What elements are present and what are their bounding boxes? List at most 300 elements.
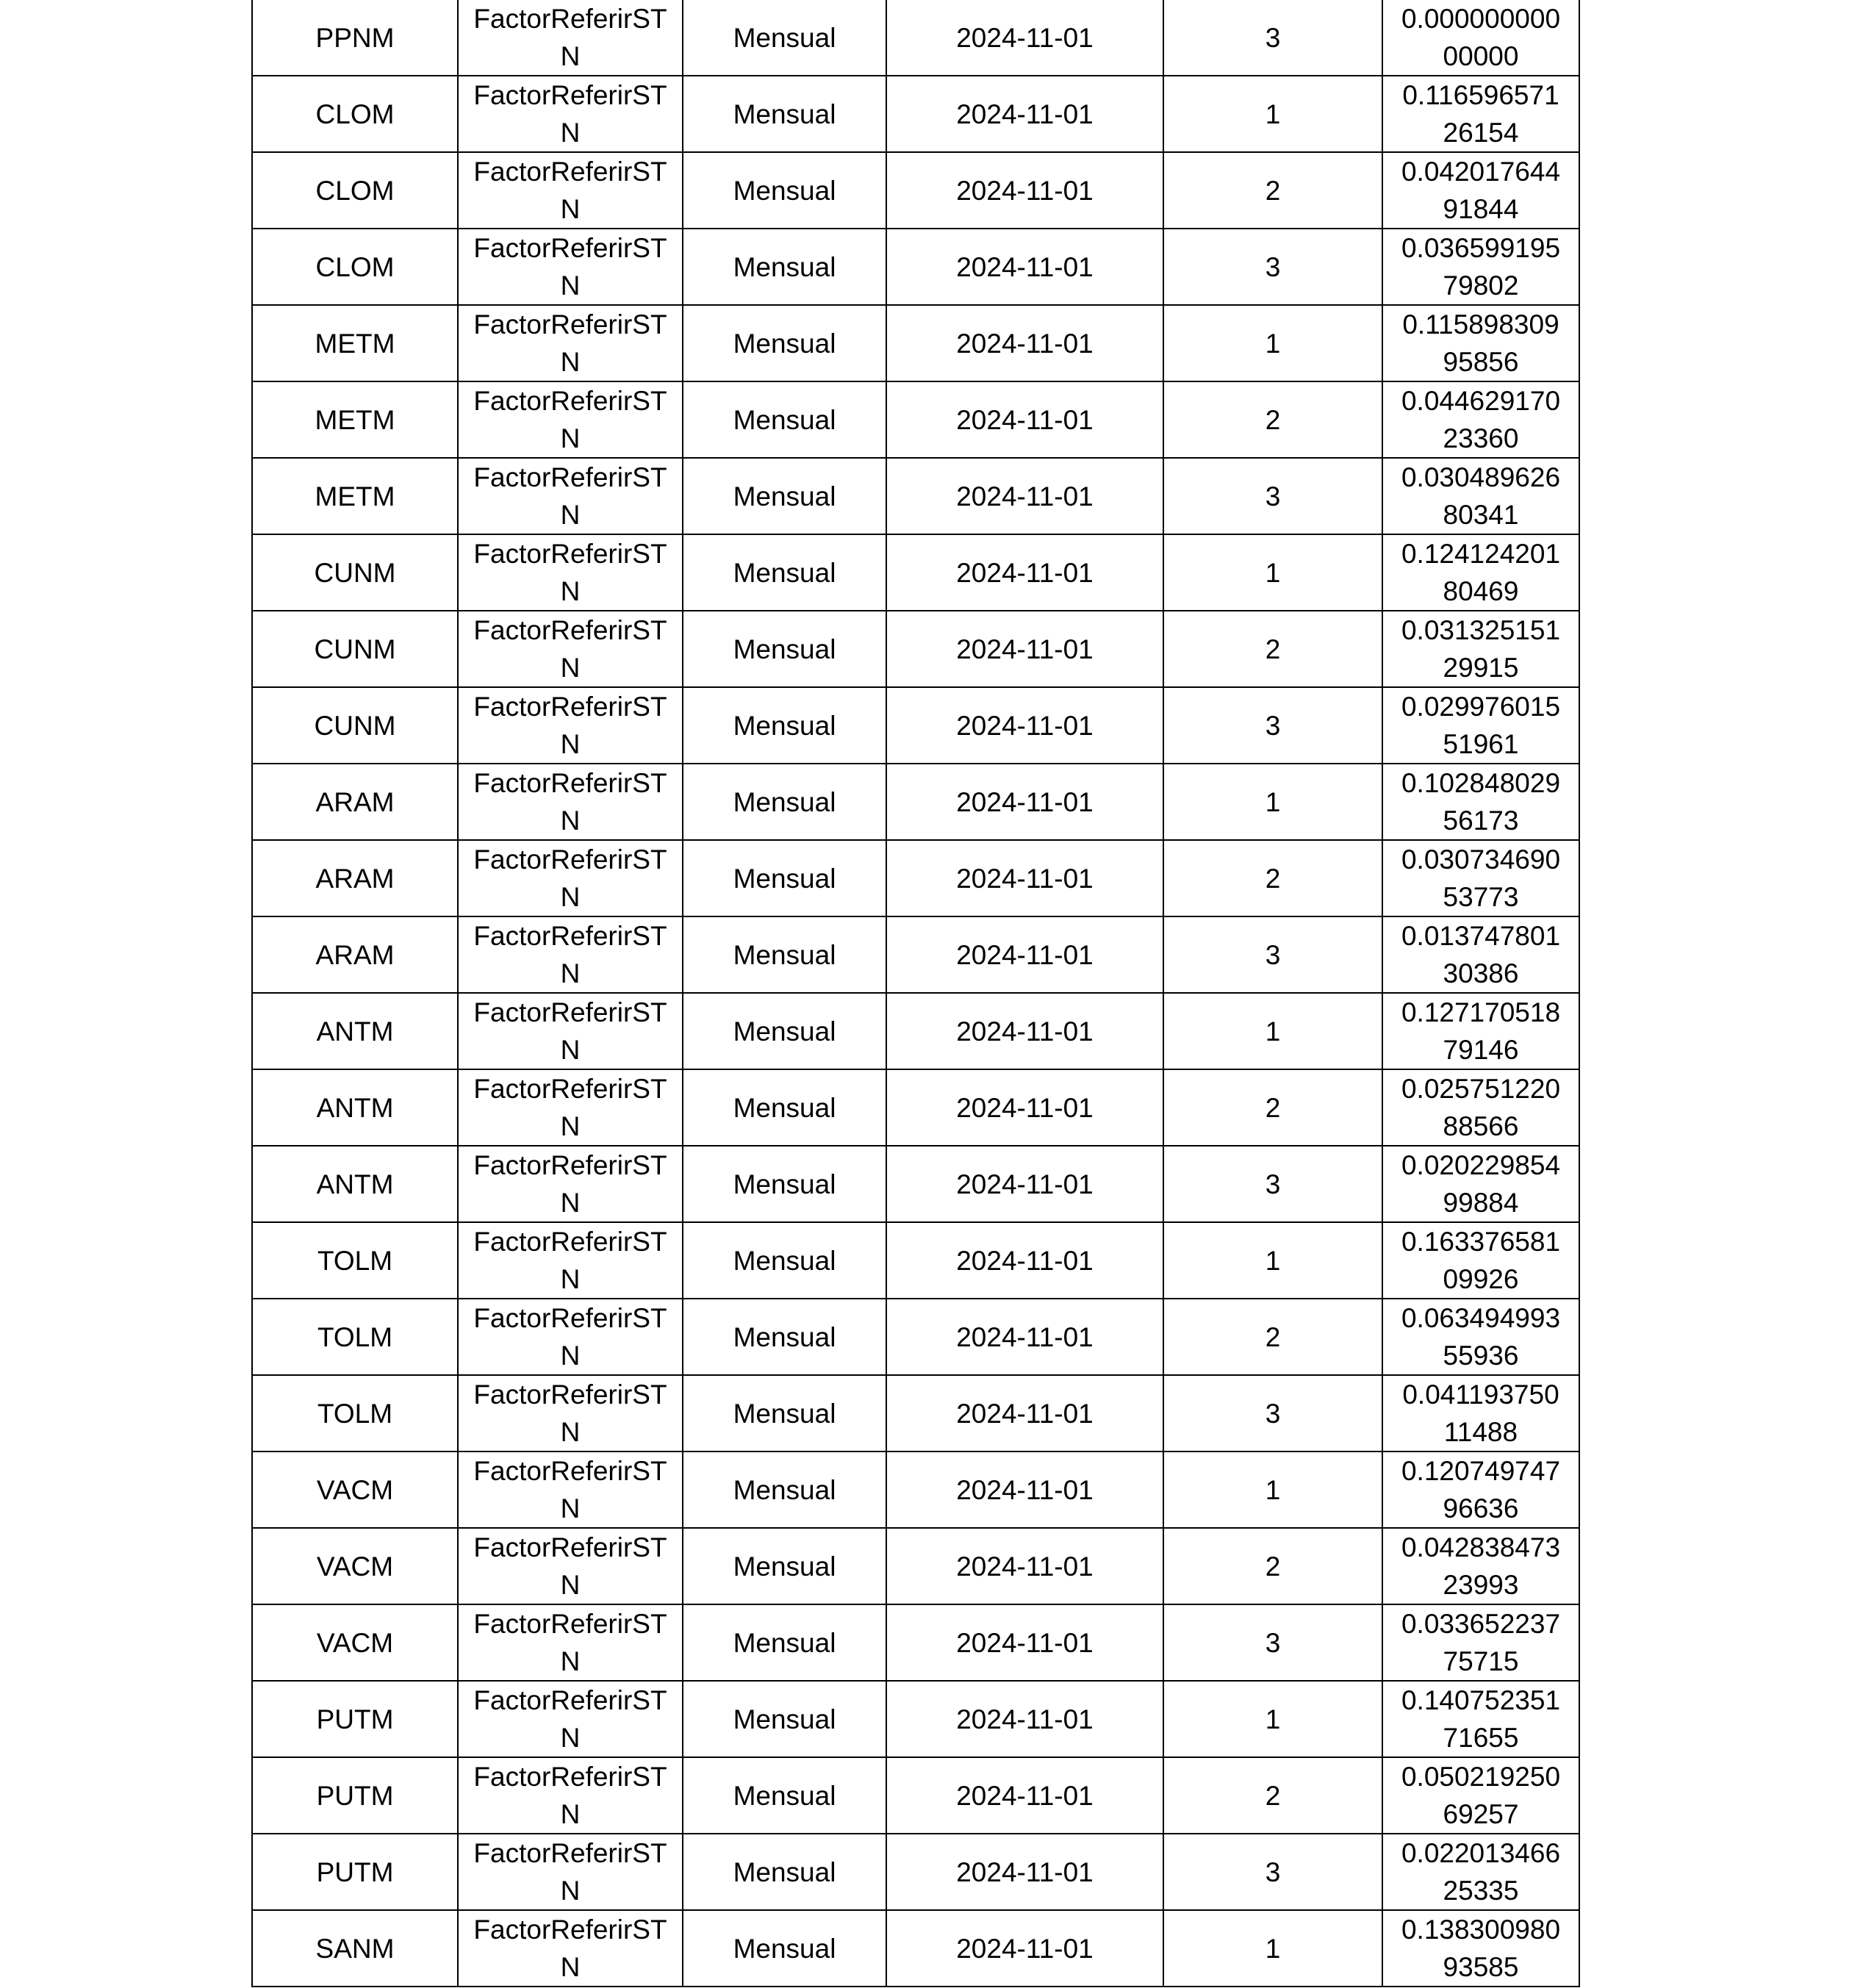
code-cell-text: TOLM <box>317 1398 393 1429</box>
number-cell-text: 3 <box>1265 1169 1281 1199</box>
factor-cell <box>458 1681 683 1757</box>
number-cell <box>1163 0 1382 76</box>
value-cell-text: 25335 <box>1443 1876 1519 1906</box>
factor-cell-text: N <box>560 805 581 836</box>
frequency-cell <box>683 916 886 993</box>
date-cell-text: 2024-11-01 <box>956 939 1094 970</box>
date-cell-text: 2024-11-01 <box>956 22 1094 53</box>
date-cell-text: 2024-11-01 <box>956 404 1094 435</box>
date-cell <box>886 152 1163 229</box>
frequency-cell-text: Mensual <box>733 863 836 894</box>
number-cell-text: 1 <box>1265 1016 1281 1047</box>
frequency-cell <box>683 1451 886 1528</box>
code-cell-text: ARAM <box>315 863 395 894</box>
factor-cell-text: FactorReferirST <box>473 1227 667 1257</box>
date-cell <box>886 1222 1163 1299</box>
code-cell-text: ARAM <box>315 939 395 970</box>
date-cell-text: 2024-11-01 <box>956 710 1094 741</box>
number-cell-text: 2 <box>1265 1092 1281 1123</box>
factor-cell <box>458 1451 683 1528</box>
code-cell <box>252 1146 458 1222</box>
date-cell <box>886 687 1163 764</box>
data-table <box>251 0 1580 1987</box>
number-cell <box>1163 1069 1382 1146</box>
code-cell-text: CUNM <box>314 557 396 588</box>
frequency-cell-text: Mensual <box>733 1092 836 1123</box>
frequency-cell-text: Mensual <box>733 1245 836 1276</box>
number-cell <box>1163 1451 1382 1528</box>
factor-cell-text: FactorReferirST <box>473 539 667 569</box>
table-row <box>252 1375 1579 1451</box>
value-cell <box>1382 1681 1579 1757</box>
code-cell <box>252 76 458 152</box>
value-cell-text: 79146 <box>1443 1035 1519 1065</box>
date-cell <box>886 1299 1163 1375</box>
frequency-cell <box>683 1375 886 1451</box>
factor-cell <box>458 229 683 305</box>
date-cell <box>886 1528 1163 1604</box>
code-cell <box>252 1299 458 1375</box>
value-cell <box>1382 1299 1579 1375</box>
code-cell-text: ANTM <box>316 1092 394 1123</box>
number-cell <box>1163 1528 1382 1604</box>
value-cell-text: 0.041193750 <box>1402 1379 1559 1410</box>
code-cell-text: ANTM <box>316 1169 394 1199</box>
table-row <box>252 611 1579 687</box>
date-cell <box>886 993 1163 1069</box>
number-cell <box>1163 1681 1382 1757</box>
code-cell <box>252 534 458 611</box>
value-cell-text: 23993 <box>1443 1570 1519 1600</box>
frequency-cell-text: Mensual <box>733 1780 836 1811</box>
date-cell <box>886 1834 1163 1910</box>
table-row <box>252 305 1579 381</box>
code-cell <box>252 1528 458 1604</box>
value-cell-text: 0.050219250 <box>1401 1762 1561 1792</box>
factor-cell-text: N <box>560 958 581 988</box>
code-cell <box>252 1069 458 1146</box>
frequency-cell <box>683 152 886 229</box>
factor-cell <box>458 1222 683 1299</box>
table-body <box>252 0 1579 1987</box>
factor-cell-text: FactorReferirST <box>473 80 667 110</box>
factor-cell-text: N <box>560 1493 581 1524</box>
table-row <box>252 1757 1579 1834</box>
code-cell-text: PUTM <box>316 1780 394 1811</box>
value-cell-text: 00000 <box>1443 41 1519 71</box>
table-row <box>252 764 1579 840</box>
date-cell <box>886 1375 1163 1451</box>
factor-cell-text: N <box>560 1799 581 1829</box>
code-cell-text: METM <box>315 481 395 512</box>
factor-cell-text: FactorReferirST <box>473 692 667 722</box>
table-row <box>252 1834 1579 1910</box>
code-cell <box>252 1910 458 1987</box>
frequency-cell-text: Mensual <box>733 710 836 741</box>
table-row <box>252 0 1579 76</box>
factor-cell-text: N <box>560 653 581 683</box>
code-cell <box>252 687 458 764</box>
value-cell-text: 0.025751220 <box>1401 1074 1561 1104</box>
value-cell <box>1382 993 1579 1069</box>
value-cell-text: 0.042017644 <box>1401 157 1561 187</box>
frequency-cell <box>683 381 886 458</box>
factor-cell-text: N <box>560 41 581 71</box>
date-cell-text: 2024-11-01 <box>956 1780 1094 1811</box>
number-cell-text: 2 <box>1265 863 1281 894</box>
number-cell <box>1163 687 1382 764</box>
number-cell-text: 1 <box>1265 1474 1281 1505</box>
value-cell-text: 75715 <box>1443 1646 1519 1676</box>
frequency-cell <box>683 305 886 381</box>
value-cell-text: 09926 <box>1443 1264 1519 1294</box>
factor-cell-text: FactorReferirST <box>473 462 667 492</box>
number-cell-text: 1 <box>1265 557 1281 588</box>
frequency-cell <box>683 1069 886 1146</box>
value-cell-text: 99884 <box>1443 1188 1519 1218</box>
frequency-cell <box>683 534 886 611</box>
factor-cell-text: FactorReferirST <box>473 1379 667 1410</box>
number-cell-text: 3 <box>1265 1627 1281 1658</box>
number-cell <box>1163 1375 1382 1451</box>
value-cell-text: 0.063494993 <box>1401 1303 1561 1333</box>
code-cell-text: VACM <box>316 1474 394 1505</box>
value-cell-text: 80469 <box>1443 576 1519 606</box>
value-cell-text: 51961 <box>1443 729 1519 759</box>
value-cell-text: 53773 <box>1443 882 1519 912</box>
table-row <box>252 152 1579 229</box>
factor-cell-text: N <box>560 1341 581 1371</box>
value-cell <box>1382 0 1579 76</box>
value-cell-text: 96636 <box>1443 1493 1519 1524</box>
factor-cell-text: N <box>560 1723 581 1753</box>
value-cell-text: 30386 <box>1443 958 1519 988</box>
frequency-cell-text: Mensual <box>733 1627 836 1658</box>
number-cell-text: 3 <box>1265 22 1281 53</box>
number-cell-text: 2 <box>1265 1321 1281 1352</box>
number-cell <box>1163 229 1382 305</box>
value-cell <box>1382 1146 1579 1222</box>
value-cell <box>1382 611 1579 687</box>
value-cell-text: 69257 <box>1443 1799 1519 1829</box>
date-cell <box>886 916 1163 993</box>
code-cell <box>252 458 458 534</box>
frequency-cell-text: Mensual <box>733 1398 836 1429</box>
number-cell <box>1163 840 1382 916</box>
table-row <box>252 381 1579 458</box>
value-cell-text: 0.033652237 <box>1401 1609 1561 1639</box>
factor-cell <box>458 916 683 993</box>
value-cell-text: 88566 <box>1443 1111 1519 1141</box>
value-cell <box>1382 764 1579 840</box>
date-cell-text: 2024-11-01 <box>956 481 1094 512</box>
date-cell <box>886 1757 1163 1834</box>
date-cell-text: 2024-11-01 <box>956 328 1094 359</box>
frequency-cell-text: Mensual <box>733 939 836 970</box>
value-cell-text: 0.022013466 <box>1401 1838 1561 1868</box>
factor-cell-text: FactorReferirST <box>473 1915 667 1945</box>
frequency-cell-text: Mensual <box>733 98 836 129</box>
value-cell-text: 23360 <box>1443 423 1519 453</box>
date-cell-text: 2024-11-01 <box>956 1169 1094 1199</box>
value-cell-text: 0.030734690 <box>1401 844 1561 875</box>
table-row <box>252 1069 1579 1146</box>
factor-cell-text: N <box>560 423 581 453</box>
factor-cell <box>458 305 683 381</box>
value-cell <box>1382 1451 1579 1528</box>
table-row <box>252 1528 1579 1604</box>
frequency-cell-text: Mensual <box>733 1856 836 1887</box>
factor-cell-text: N <box>560 1417 581 1447</box>
value-cell <box>1382 458 1579 534</box>
frequency-cell <box>683 1910 886 1987</box>
value-cell <box>1382 534 1579 611</box>
factor-cell-text: N <box>560 729 581 759</box>
code-cell-text: METM <box>315 328 395 359</box>
date-cell <box>886 1451 1163 1528</box>
date-cell-text: 2024-11-01 <box>956 1016 1094 1047</box>
code-cell <box>252 229 458 305</box>
code-cell <box>252 305 458 381</box>
date-cell-text: 2024-11-01 <box>956 175 1094 206</box>
factor-cell <box>458 0 683 76</box>
value-cell <box>1382 916 1579 993</box>
value-cell-text: 91844 <box>1443 194 1519 224</box>
date-cell <box>886 1604 1163 1681</box>
factor-cell-text: N <box>560 1111 581 1141</box>
factor-cell <box>458 1528 683 1604</box>
factor-cell-text: FactorReferirST <box>473 1685 667 1715</box>
code-cell-text: CLOM <box>315 98 395 129</box>
frequency-cell <box>683 458 886 534</box>
date-cell <box>886 76 1163 152</box>
frequency-cell-text: Mensual <box>733 1933 836 1964</box>
frequency-cell-text: Mensual <box>733 1169 836 1199</box>
frequency-cell-text: Mensual <box>733 404 836 435</box>
value-cell <box>1382 305 1579 381</box>
code-cell-text: CLOM <box>315 251 395 282</box>
table-row <box>252 229 1579 305</box>
code-cell <box>252 916 458 993</box>
table-row <box>252 1299 1579 1375</box>
number-cell <box>1163 993 1382 1069</box>
value-cell-text: 93585 <box>1443 1952 1519 1982</box>
table-row <box>252 687 1579 764</box>
factor-cell <box>458 1757 683 1834</box>
code-cell-text: PUTM <box>316 1856 394 1887</box>
date-cell-text: 2024-11-01 <box>956 1321 1094 1352</box>
factor-cell <box>458 611 683 687</box>
frequency-cell <box>683 687 886 764</box>
factor-cell-text: FactorReferirST <box>473 921 667 951</box>
number-cell <box>1163 458 1382 534</box>
table-row <box>252 1146 1579 1222</box>
factor-cell-text: FactorReferirST <box>473 386 667 416</box>
value-cell-text: 29915 <box>1443 653 1519 683</box>
number-cell-text: 1 <box>1265 328 1281 359</box>
code-cell-text: CLOM <box>315 175 395 206</box>
value-cell-text: 0.044629170 <box>1401 386 1561 416</box>
number-cell <box>1163 1910 1382 1987</box>
value-cell-text: 95856 <box>1443 347 1519 377</box>
number-cell-text: 1 <box>1265 98 1281 129</box>
number-cell-text: 3 <box>1265 1856 1281 1887</box>
table-row <box>252 1910 1579 1987</box>
factor-cell-text: FactorReferirST <box>473 233 667 263</box>
code-cell <box>252 840 458 916</box>
date-cell <box>886 534 1163 611</box>
number-cell <box>1163 611 1382 687</box>
value-cell-text: 0.124124201 <box>1401 539 1561 569</box>
value-cell-text: 0.115898309 <box>1402 309 1559 340</box>
value-cell <box>1382 1834 1579 1910</box>
frequency-cell-text: Mensual <box>733 1321 836 1352</box>
date-cell-text: 2024-11-01 <box>956 557 1094 588</box>
frequency-cell <box>683 1146 886 1222</box>
factor-cell-text: N <box>560 1570 581 1600</box>
frequency-cell <box>683 840 886 916</box>
factor-cell-text: FactorReferirST <box>473 1762 667 1792</box>
number-cell-text: 3 <box>1265 251 1281 282</box>
code-cell-text: CUNM <box>314 634 396 664</box>
factor-cell-text: FactorReferirST <box>473 1532 667 1562</box>
table-row <box>252 1222 1579 1299</box>
value-cell <box>1382 1757 1579 1834</box>
date-cell-text: 2024-11-01 <box>956 1704 1094 1734</box>
number-cell <box>1163 152 1382 229</box>
code-cell <box>252 993 458 1069</box>
table-row <box>252 840 1579 916</box>
date-cell <box>886 1069 1163 1146</box>
table-row <box>252 993 1579 1069</box>
factor-cell <box>458 1299 683 1375</box>
table-row <box>252 534 1579 611</box>
number-cell <box>1163 764 1382 840</box>
number-cell <box>1163 305 1382 381</box>
factor-cell-text: FactorReferirST <box>473 309 667 340</box>
date-cell-text: 2024-11-01 <box>956 1627 1094 1658</box>
frequency-cell <box>683 1528 886 1604</box>
value-cell <box>1382 1528 1579 1604</box>
frequency-cell-text: Mensual <box>733 1016 836 1047</box>
date-cell <box>886 381 1163 458</box>
value-cell-text: 11488 <box>1443 1417 1518 1447</box>
value-cell-text: 0.029976015 <box>1401 692 1561 722</box>
number-cell-text: 1 <box>1265 1933 1281 1964</box>
table-row <box>252 1451 1579 1528</box>
frequency-cell-text: Mensual <box>733 557 836 588</box>
number-cell <box>1163 76 1382 152</box>
number-cell-text: 2 <box>1265 175 1281 206</box>
value-cell <box>1382 1604 1579 1681</box>
code-cell <box>252 1834 458 1910</box>
number-cell-text: 1 <box>1265 1704 1281 1734</box>
factor-cell <box>458 1604 683 1681</box>
value-cell <box>1382 687 1579 764</box>
code-cell <box>252 0 458 76</box>
table-row <box>252 1604 1579 1681</box>
frequency-cell <box>683 1299 886 1375</box>
value-cell <box>1382 1069 1579 1146</box>
factor-cell <box>458 458 683 534</box>
frequency-cell-text: Mensual <box>733 786 836 817</box>
factor-cell-text: N <box>560 1188 581 1218</box>
frequency-cell <box>683 1222 886 1299</box>
frequency-cell-text: Mensual <box>733 22 836 53</box>
value-cell-text: 80341 <box>1443 500 1519 530</box>
value-cell-text: 71655 <box>1443 1723 1519 1753</box>
number-cell <box>1163 916 1382 993</box>
frequency-cell <box>683 1757 886 1834</box>
date-cell <box>886 1910 1163 1987</box>
value-cell-text: 26154 <box>1443 118 1519 148</box>
date-cell-text: 2024-11-01 <box>956 1856 1094 1887</box>
value-cell-text: 0.116596571 <box>1402 80 1559 110</box>
value-cell <box>1382 1910 1579 1987</box>
date-cell-text: 2024-11-01 <box>956 786 1094 817</box>
value-cell-text: 0.042838473 <box>1401 1532 1561 1562</box>
frequency-cell-text: Mensual <box>733 175 836 206</box>
factor-cell <box>458 152 683 229</box>
factor-cell-text: FactorReferirST <box>473 844 667 875</box>
factor-cell <box>458 1146 683 1222</box>
factor-cell <box>458 1910 683 1987</box>
code-cell <box>252 152 458 229</box>
number-cell <box>1163 1222 1382 1299</box>
factor-cell-text: FactorReferirST <box>473 1838 667 1868</box>
factor-cell-text: N <box>560 882 581 912</box>
date-cell <box>886 764 1163 840</box>
frequency-cell <box>683 764 886 840</box>
date-cell-text: 2024-11-01 <box>956 251 1094 282</box>
code-cell-text: ANTM <box>316 1016 394 1047</box>
factor-cell <box>458 1375 683 1451</box>
factor-cell-text: N <box>560 1646 581 1676</box>
frequency-cell-text: Mensual <box>733 481 836 512</box>
code-cell-text: TOLM <box>317 1321 393 1352</box>
factor-cell-text: N <box>560 1952 581 1982</box>
frequency-cell <box>683 611 886 687</box>
factor-cell-text: FactorReferirST <box>473 768 667 798</box>
date-cell-text: 2024-11-01 <box>956 1551 1094 1582</box>
code-cell <box>252 1222 458 1299</box>
number-cell <box>1163 1834 1382 1910</box>
value-cell-text: 0.163376581 <box>1401 1227 1561 1257</box>
date-cell <box>886 458 1163 534</box>
frequency-cell-text: Mensual <box>733 1474 836 1505</box>
factor-cell <box>458 534 683 611</box>
frequency-cell-text: Mensual <box>733 251 836 282</box>
factor-cell <box>458 1834 683 1910</box>
factor-cell-text: FactorReferirST <box>473 615 667 645</box>
factor-cell-text: FactorReferirST <box>473 157 667 187</box>
value-cell-text: 56173 <box>1443 805 1519 836</box>
date-cell <box>886 0 1163 76</box>
value-cell <box>1382 1222 1579 1299</box>
code-cell-text: CUNM <box>314 710 396 741</box>
value-cell-text: 0.127170518 <box>1401 997 1561 1027</box>
number-cell <box>1163 381 1382 458</box>
factor-cell-text: FactorReferirST <box>473 1074 667 1104</box>
factor-cell-text: N <box>560 194 581 224</box>
code-cell-text: TOLM <box>317 1245 393 1276</box>
value-cell-text: 55936 <box>1443 1341 1519 1371</box>
code-cell <box>252 1451 458 1528</box>
frequency-cell <box>683 229 886 305</box>
code-cell-text: PUTM <box>316 1704 394 1734</box>
value-cell-text: 0.120749747 <box>1401 1456 1561 1486</box>
factor-cell <box>458 1069 683 1146</box>
